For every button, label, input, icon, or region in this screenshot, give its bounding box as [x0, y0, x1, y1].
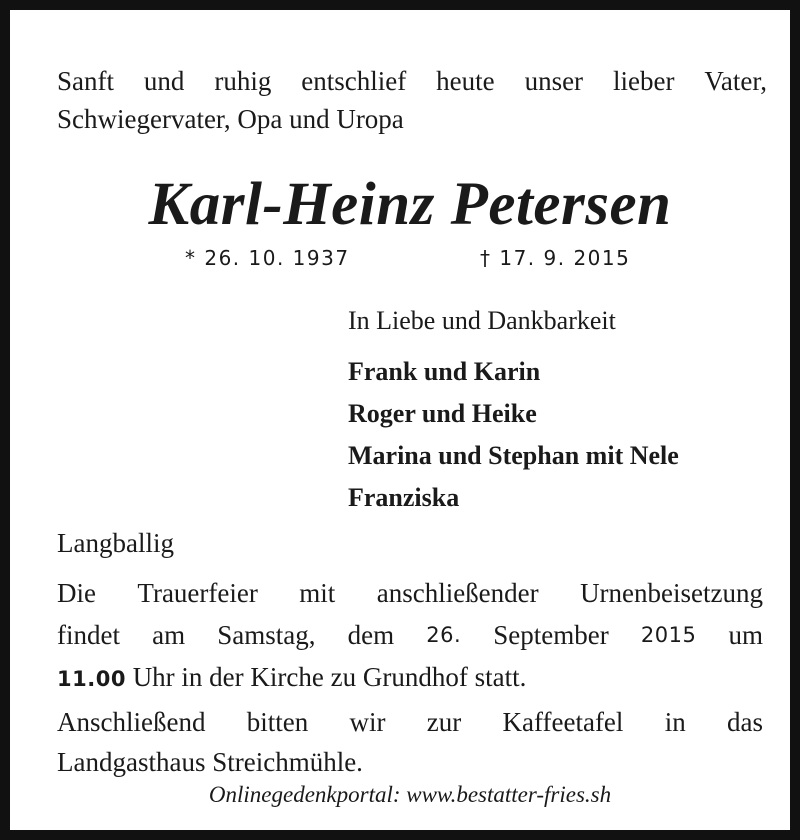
ceremony-line-2: [57, 614, 763, 656]
intro-word: Vater,: [704, 66, 767, 96]
ceremony-line-3: [57, 656, 763, 700]
ceremony-word: Trauerfeier: [137, 578, 258, 608]
ceremony-word: um: [728, 620, 763, 650]
ceremony-word: Die: [57, 578, 96, 608]
reception-word: das: [726, 707, 763, 737]
death-date: † 17. 9. 2015: [480, 246, 631, 270]
family-member: Franziska: [348, 483, 460, 512]
reception-text: [57, 702, 763, 782]
place-name: Langballig: [57, 528, 174, 558]
ceremony-word: findet: [57, 620, 120, 650]
ceremony-line-1: [57, 572, 763, 614]
intro-line-2: Schwiegervater, Opa und Uropa: [57, 104, 404, 134]
birth-date: * 26. 10. 1937: [185, 246, 350, 270]
reception-line-2: Landgasthaus Streichmühle.: [57, 747, 363, 777]
ceremony-word: am: [152, 620, 186, 650]
intro-text: [57, 62, 767, 138]
intro-word: entschlief: [301, 66, 407, 96]
ceremony-rest: Uhr in der Kirche zu Grundhof statt.: [132, 662, 527, 692]
reception-word: zur: [426, 707, 462, 737]
ceremony-word: mit: [299, 578, 336, 608]
ceremony-year: 2015: [640, 623, 697, 647]
intro-word: unser: [524, 66, 584, 96]
deceased-name: Karl-Heinz Petersen: [148, 171, 672, 238]
family-list: [348, 354, 679, 522]
family-member: Marina und Stephan mit Nele: [348, 441, 679, 470]
reception-word: Kaffeetafel: [502, 707, 624, 737]
ceremony-word: Samstag,: [217, 620, 316, 650]
intro-word: lieber: [612, 66, 675, 96]
reception-word: in: [664, 707, 686, 737]
intro-word: heute: [436, 66, 495, 96]
family-member: Frank und Karin: [348, 357, 541, 386]
intro-word: ruhig: [214, 66, 272, 96]
ceremony-word: dem: [347, 620, 395, 650]
ceremony-time: 11.00: [57, 667, 126, 691]
family-member: Roger und Heike: [348, 399, 537, 428]
ceremony-day: 26.: [426, 623, 462, 647]
intro-word: und: [143, 66, 185, 96]
intro-word: Sanft: [57, 66, 114, 96]
love-line: In Liebe und Dankbarkeit: [348, 306, 616, 335]
reception-line-1: [57, 702, 763, 742]
reception-word: bitten: [246, 707, 309, 737]
ceremony-word: September: [493, 620, 609, 650]
ceremony-text: [57, 572, 763, 700]
ceremony-word: anschließender: [376, 578, 539, 608]
online-portal-link[interactable]: Onlinegedenkportal: www.bestatter-fries.sh: [208, 782, 612, 807]
intro-line-1: [57, 62, 767, 100]
reception-word: Anschließend: [57, 707, 206, 737]
ceremony-word: Urnenbeisetzung: [580, 578, 763, 608]
reception-word: wir: [349, 707, 386, 737]
